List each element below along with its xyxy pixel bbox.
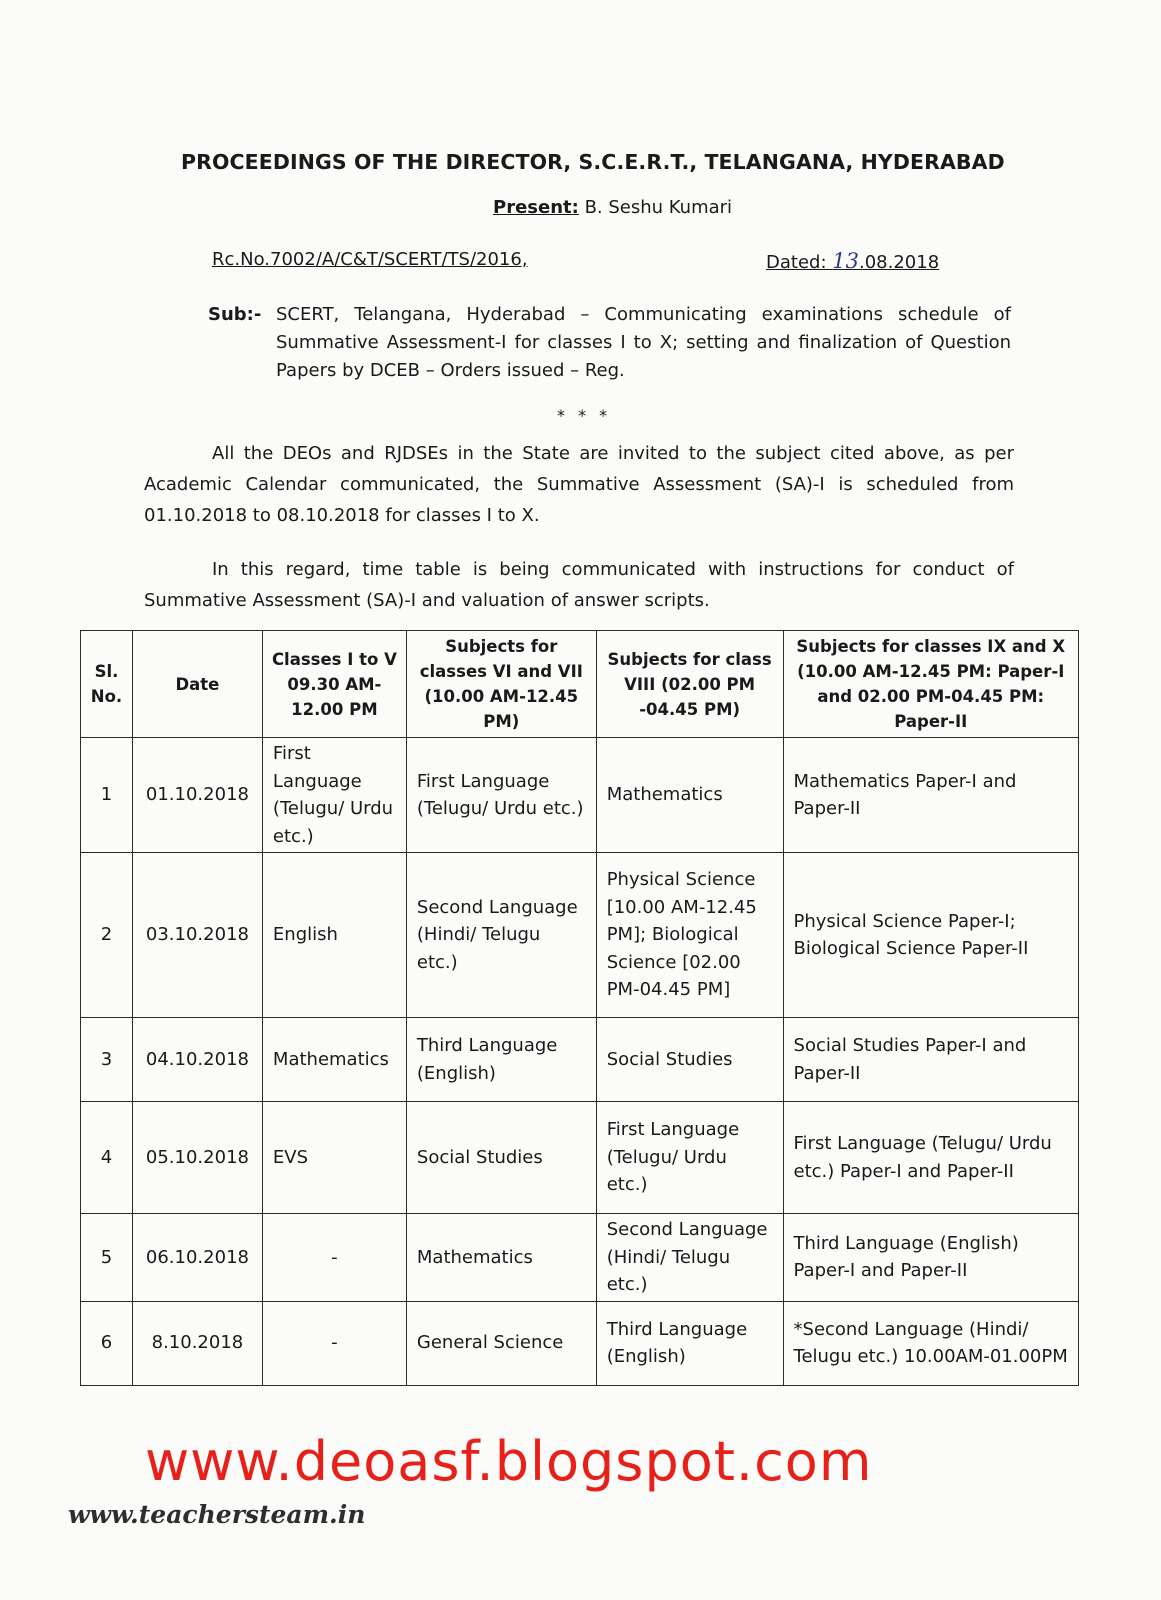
cell-classes-vi-vii: First Language (Telugu/ Urdu etc.) <box>406 738 596 853</box>
cell-classes-i-v: - <box>262 1301 406 1385</box>
cell-classes-vi-vii: Third Language (English) <box>406 1018 596 1102</box>
separator: * * * <box>557 406 612 425</box>
watermark-deoasf: www.deoasf.blogspot.com <box>145 1430 873 1493</box>
cell-classes-vi-vii: Mathematics <box>406 1214 596 1302</box>
cell-classes-vi-vii: General Science <box>406 1301 596 1385</box>
cell-sl-no: 1 <box>81 738 133 853</box>
table-row <box>81 1102 1079 1214</box>
dated-month-year: .08.2018 <box>858 252 940 273</box>
cell-sl-no: 6 <box>81 1301 133 1385</box>
cell-class-viii: Physical Science [10.00 AM-12.45 PM]; Biological Science [02.00 PM-04.45 PM] <box>596 853 783 1018</box>
cell-classes-i-v: - <box>262 1214 406 1302</box>
cell-classes-ix-x: Social Studies Paper-I and Paper-II <box>783 1018 1078 1102</box>
watermark-teachersteam: www.teachersteam.in <box>68 1500 366 1529</box>
cell-classes-ix-x: *Second Language (Hindi/ Telugu etc.) 10.00AM-01.00PM <box>783 1301 1078 1385</box>
header-classes-i-v: Classes I to V 09.30 AM-12.00 PM <box>262 631 406 738</box>
timetable <box>80 630 1079 1386</box>
cell-classes-vi-vii: Second Language (Hindi/ Telugu etc.) <box>406 853 596 1018</box>
present-name: B. Seshu Kumari <box>584 197 733 218</box>
table-row <box>81 1018 1079 1102</box>
cell-sl-no: 4 <box>81 1102 133 1214</box>
subject-label: Sub:- <box>208 304 262 325</box>
table-row <box>81 853 1079 1018</box>
header-date: Date <box>132 631 262 738</box>
cell-classes-i-v: Mathematics <box>262 1018 406 1102</box>
reference-number: Rc.No.7002/A/C&T/SCERT/TS/2016, <box>212 249 528 270</box>
cell-class-viii: Second Language (Hindi/ Telugu etc.) <box>596 1214 783 1302</box>
table-row <box>81 1214 1079 1302</box>
body-paragraph-1: All the DEOs and RJDSEs in the State are invited to the subject cited above, as per Academic Calendar communicated, the Summative Assessment (SA)-I is scheduled from 01.10.2018 to 08.10.2018 for classes I to X. <box>144 443 1014 526</box>
cell-date: 05.10.2018 <box>132 1102 262 1214</box>
table-row <box>81 738 1079 853</box>
cell-class-viii: Mathematics <box>596 738 783 853</box>
cell-classes-i-v: English <box>262 853 406 1018</box>
header-sl-no: Sl. No. <box>81 631 133 738</box>
cell-classes-ix-x: Third Language (English) Paper-I and Paper-II <box>783 1214 1078 1302</box>
present-label: Present: <box>493 197 579 218</box>
cell-classes-i-v: EVS <box>262 1102 406 1214</box>
header-classes-ix-x: Subjects for classes IX and X (10.00 AM-12.45 PM: Paper-I and 02.00 PM-04.45 PM: Paper-II <box>783 631 1078 738</box>
header-classes-vi-vii: Subjects for classes VI and VII (10.00 AM-12.45 PM) <box>406 631 596 738</box>
cell-classes-i-v: First Language (Telugu/ Urdu etc.) <box>262 738 406 853</box>
table-header-row <box>81 631 1079 738</box>
document-title: PROCEEDINGS OF THE DIRECTOR, S.C.E.R.T., TELANGANA, HYDERABAD <box>181 150 1005 174</box>
cell-classes-ix-x: First Language (Telugu/ Urdu etc.) Paper-I and Paper-II <box>783 1102 1078 1214</box>
cell-date: 8.10.2018 <box>132 1301 262 1385</box>
cell-classes-ix-x: Physical Science Paper-I; Biological Science Paper-II <box>783 853 1078 1018</box>
cell-classes-vi-vii: Social Studies <box>406 1102 596 1214</box>
cell-date: 01.10.2018 <box>132 738 262 853</box>
cell-class-viii: First Language (Telugu/ Urdu etc.) <box>596 1102 783 1214</box>
cell-date: 03.10.2018 <box>132 853 262 1018</box>
header-class-viii: Subjects for class VIII (02.00 PM -04.45 PM) <box>596 631 783 738</box>
present-line <box>493 197 732 218</box>
dated-day-handwritten: 13 <box>832 249 859 273</box>
dated-line <box>766 249 939 273</box>
subject-text: SCERT, Telangana, Hyderabad – Communicating examinations schedule of Summative Assessment-I for classes I to X; setting and finalization of Question Papers by DCEB – Orders issued – Reg. <box>276 304 1011 381</box>
cell-sl-no: 2 <box>81 853 133 1018</box>
table-row <box>81 1301 1079 1385</box>
cell-class-viii: Third Language (English) <box>596 1301 783 1385</box>
cell-sl-no: 3 <box>81 1018 133 1102</box>
cell-classes-ix-x: Mathematics Paper-I and Paper-II <box>783 738 1078 853</box>
cell-date: 04.10.2018 <box>132 1018 262 1102</box>
cell-date: 06.10.2018 <box>132 1214 262 1302</box>
body-paragraph-2: In this regard, time table is being communicated with instructions for conduct of Summative Assessment (SA)-I and valuation of answer scripts. <box>144 559 1014 611</box>
dated-label: Dated: <box>766 252 827 273</box>
cell-class-viii: Social Studies <box>596 1018 783 1102</box>
cell-sl-no: 5 <box>81 1214 133 1302</box>
